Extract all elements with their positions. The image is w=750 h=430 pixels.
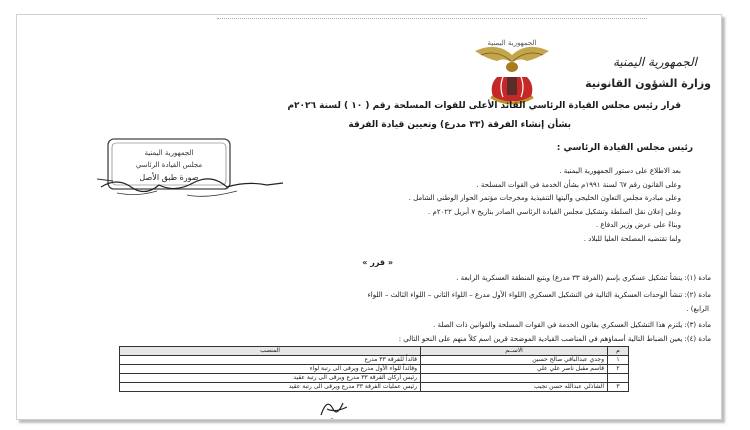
preamble-line: وعلى إعلان نقل السلطة وتشكيل مجلس القيادة الرئاسي الصادر بتاريخ ٧ أبريل ٢٠٢٢م . <box>428 207 681 216</box>
ministry-name: وزارة الشؤون القانونية <box>585 77 711 90</box>
cell-name: قاسم مقبل ناصر علي علي <box>421 365 608 374</box>
preamble-list <box>381 165 681 247</box>
decree-addressee: رئيس مجلس القيادة الرئاسي : <box>556 143 693 153</box>
cell-name: وجدي عبدالباقي صالح حسين <box>421 356 608 365</box>
republic-name: الجمهورية اليمنية <box>612 55 697 69</box>
decided-heading: « قرر » <box>362 258 393 267</box>
col-header-number: م <box>608 347 629 356</box>
preamble-line: وعلى مبادرة مجلس التعاون الخليجي وآليتها التنفيذية ومخرجات مؤتمر الحوار الوطني الشامل . <box>408 194 681 203</box>
cell-number: ١ <box>608 356 629 365</box>
table-row <box>120 374 629 383</box>
cell-name: الشاذلي عبدالله حسن نجيب <box>421 383 608 392</box>
cell-position: رئيس عمليات الفرقة ٣٣ مدرع ويرقى الى رتبة عقيد <box>120 383 421 392</box>
decree-subject: بشأن إنشاء الفرقة (٣٣ مدرع) وتعيين قيادة الفرقة <box>348 120 571 130</box>
cropped-top-line <box>217 14 647 17</box>
col-header-position: المنصب <box>120 347 421 356</box>
cell-number <box>608 374 629 383</box>
cell-name <box>421 374 608 383</box>
preamble-line: وبناءً على عرض وزير الدفاع . <box>595 221 681 230</box>
yemen-eagle-emblem-icon <box>467 37 557 107</box>
cell-number: ٢ <box>608 365 629 374</box>
officers-table <box>119 346 629 392</box>
table-row <box>120 356 629 365</box>
article-2: مادة (٢): تنشأ الوحدات العسكرية التالية في التشكيل العسكري (اللواء الأول مدرع – اللواء الثاني – اللواء الثالث – اللواء <box>367 291 711 299</box>
emblem-banner-text: الجمهورية اليمنية <box>487 39 537 47</box>
article-4: مادة (٤): يعين الضباط التالية أسماؤهم في المناصب القيادية الموضحة قرين اسم كلاً منهم على النحو التالي : <box>398 335 711 343</box>
stamp-line-1: الجمهورية اليمنية <box>144 149 194 157</box>
stamp-line-2: مجلس القيادة الرئاسي <box>135 161 203 169</box>
preamble-line: ولما تقتضيه المصلحة العليا للبلاد . <box>583 234 681 243</box>
cropped-top-text <box>217 14 647 19</box>
article-2-continued: الرابع) . <box>686 305 709 313</box>
preamble-line: وعلى القانون رقم ٦٧ لسنة ١٩٩١م بشأن الخدمة في القوات المسلحة . <box>476 180 681 189</box>
letterhead-right <box>531 55 711 105</box>
table-header-row <box>120 347 629 356</box>
decree-title: قرار رئيس مجلس القيادة الرئاسي القائد الأعلى للقوات المسلحة رقم ( ١٠ ) لسنة ٢٠٢٦م <box>287 101 681 111</box>
col-header-name: الاســم <box>421 347 608 356</box>
stamp-line-3: صورة طبق الأصل <box>139 173 199 182</box>
article-1: مادة (١): ينشأ تشكيل عسكري بإسم (الفرقة ٣٣ مدرع) ويتبع المنطقة العسكرية الرابعة . <box>456 274 711 282</box>
article-3: مادة (٣): يلتزم هذا التشكيل العسكري بقانون الخدمة في القوات المسلحة والقوانين ذات الصلة . <box>433 321 711 329</box>
table-row <box>120 383 629 392</box>
cell-position: وقائداً للواء الأول مدرع ويرقى الى رتبة لواء <box>120 365 421 374</box>
preamble-line: بعد الاطلاع على دستور الجمهورية اليمنية . <box>559 167 681 175</box>
cell-position: رئيس أركان الفرقة ٣٣ مدرع ويرقى الى رتبة عقيد <box>120 374 421 383</box>
cell-number: ٣ <box>608 383 629 392</box>
table-row <box>120 365 629 374</box>
president-signature-icon <box>313 395 353 420</box>
handwritten-signature-icon <box>97 173 287 203</box>
decree-document <box>16 14 722 420</box>
cell-position: قائداً للفرقة ٣٣ مدرع <box>120 356 421 365</box>
